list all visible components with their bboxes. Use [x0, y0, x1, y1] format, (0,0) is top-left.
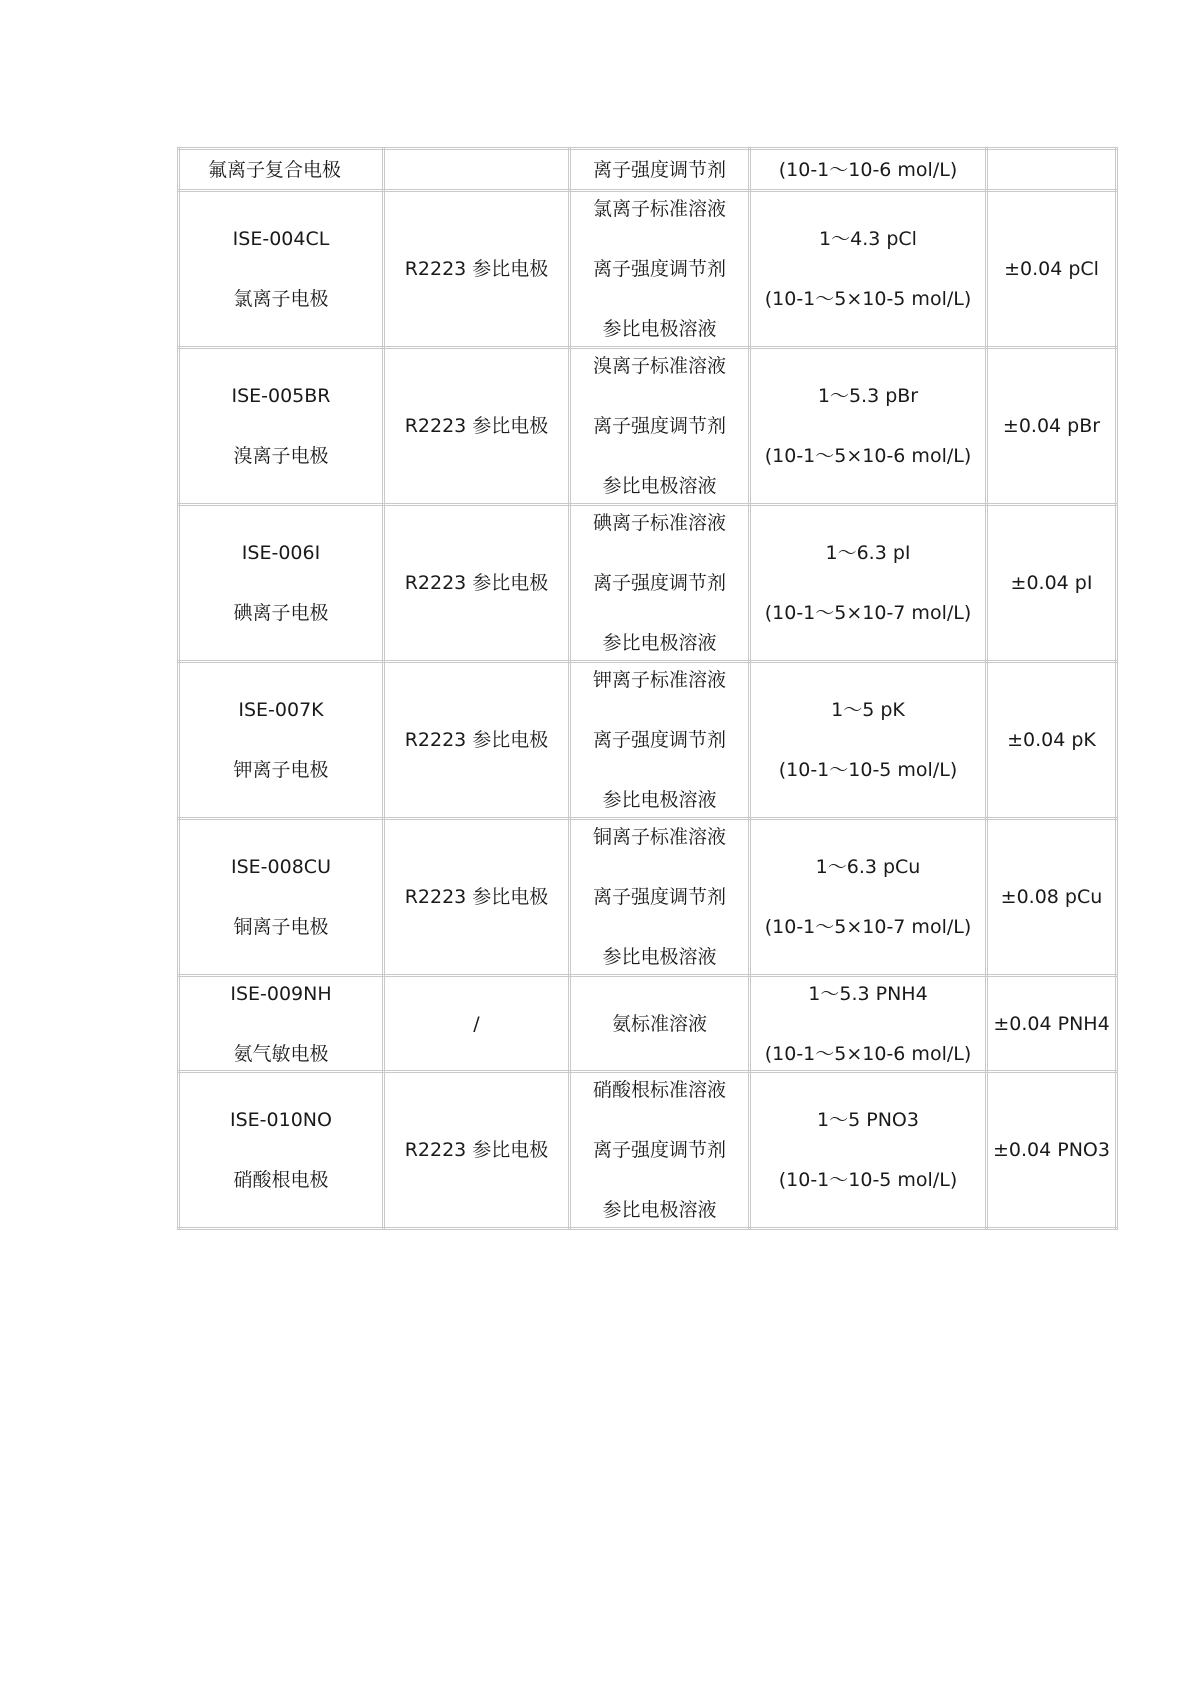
cell-text: 1～6.3 pI	[825, 542, 911, 564]
cell-text: ±0.04 pI	[1010, 572, 1093, 594]
accuracy-cell	[987, 976, 1117, 1072]
cell-text: 溴离子标准溶液	[592, 355, 726, 377]
cell-text: (10-1～10-6 mol/L)	[778, 158, 958, 181]
cell-text: ±0.04 pK	[1007, 729, 1096, 751]
model-cell	[179, 505, 384, 662]
accessory-solution-cell	[570, 976, 750, 1072]
accessory-solution-cell	[570, 149, 750, 191]
measuring-range-cell	[750, 819, 987, 976]
cell-text: 1～4.3 pCl	[819, 228, 917, 250]
cell-text: 氨标准溶液	[611, 1012, 707, 1035]
measuring-range-cell	[750, 149, 987, 191]
cell-text: ±0.04 pBr	[1002, 415, 1101, 437]
measuring-range-cell	[750, 348, 987, 505]
cell-text: ISE-004CL	[232, 228, 330, 250]
cell-text: ISE-007K	[238, 699, 324, 721]
cell-text: R2223 参比电极	[404, 886, 549, 908]
electrode-spec-table	[177, 147, 1118, 1230]
cell-text: ISE-008CU	[231, 856, 331, 878]
measuring-range-cell	[750, 976, 987, 1072]
cell-text: 参比电极溶液	[602, 318, 717, 340]
cell-text: R2223 参比电极	[404, 415, 549, 437]
accessory-solution-cell	[570, 819, 750, 976]
accessory-solution-cell	[570, 505, 750, 662]
table-row	[179, 505, 1117, 662]
cell-text: 硝酸根标准溶液	[592, 1079, 726, 1101]
cell-text: (10-1～5×10-5 mol/L)	[764, 288, 972, 310]
cell-text: 钾离子电极	[233, 759, 329, 781]
cell-text: 参比电极溶液	[602, 789, 717, 811]
cell-text: 参比电极溶液	[602, 632, 717, 654]
cell-text: 氨气敏电极	[233, 1042, 329, 1065]
measuring-range-cell	[750, 662, 987, 819]
accuracy-cell	[987, 348, 1117, 505]
table-row	[179, 149, 1117, 191]
reference-electrode-cell	[384, 348, 570, 505]
cell-text: ±0.04 PNH4	[993, 1012, 1110, 1035]
measuring-range-cell	[750, 191, 987, 348]
cell-text: 1～5 PNO3	[817, 1109, 919, 1131]
cell-text: ISE-009NH	[230, 982, 332, 1005]
accuracy-cell	[987, 662, 1117, 819]
accessory-solution-cell	[570, 662, 750, 819]
cell-text: 氯离子标准溶液	[592, 198, 726, 220]
table-row	[179, 976, 1117, 1072]
model-cell	[179, 819, 384, 976]
cell-text: 1～5.3 PNH4	[808, 982, 928, 1005]
measuring-range-cell	[750, 1072, 987, 1229]
cell-text: (10-1～5×10-6 mol/L)	[764, 445, 972, 467]
table-row	[179, 191, 1117, 348]
reference-electrode-cell	[384, 505, 570, 662]
model-cell	[179, 149, 384, 191]
cell-text: 铜离子电极	[233, 916, 329, 938]
cell-text: R2223 参比电极	[404, 572, 549, 594]
cell-text: ±0.08 pCu	[1000, 886, 1103, 908]
accessory-solution-cell	[570, 1072, 750, 1229]
cell-text: (10-1～10-5 mol/L)	[778, 1169, 958, 1191]
cell-text: 离子强度调节剂	[592, 572, 726, 594]
reference-electrode-cell	[384, 191, 570, 348]
cell-text: 氟离子复合电极	[208, 158, 342, 181]
cell-text: ISE-005BR	[231, 385, 331, 407]
cell-text: R2223 参比电极	[404, 258, 549, 280]
accuracy-cell	[987, 819, 1117, 976]
cell-text: 离子强度调节剂	[592, 158, 726, 181]
model-cell	[179, 1072, 384, 1229]
cell-text: 1～6.3 pCu	[815, 856, 921, 878]
table-row	[179, 348, 1117, 505]
cell-text: 1～5 pK	[831, 699, 905, 721]
cell-text: (10-1～5×10-7 mol/L)	[764, 602, 972, 624]
model-cell	[179, 662, 384, 819]
table-row	[179, 1072, 1117, 1229]
cell-text: ISE-010NO	[230, 1109, 332, 1131]
table-row	[179, 662, 1117, 819]
cell-text: 氯离子电极	[233, 288, 329, 310]
reference-electrode-cell	[384, 662, 570, 819]
cell-text: 铜离子标准溶液	[592, 826, 726, 848]
cell-text: 离子强度调节剂	[592, 886, 726, 908]
cell-text: 参比电极溶液	[602, 1199, 717, 1221]
cell-text: R2223 参比电极	[404, 729, 549, 751]
cell-text: (10-1～5×10-7 mol/L)	[764, 916, 972, 938]
reference-electrode-cell	[384, 1072, 570, 1229]
model-cell	[179, 191, 384, 348]
cell-text: (10-1～10-5 mol/L)	[778, 759, 958, 781]
accuracy-cell	[987, 149, 1117, 191]
cell-text: R2223 参比电极	[404, 1139, 549, 1161]
cell-text: ±0.04 pCl	[1004, 258, 1099, 280]
cell-text: 钾离子标准溶液	[592, 669, 726, 691]
cell-text: ISE-006I	[241, 542, 321, 564]
table-body	[179, 149, 1117, 1229]
cell-text: 参比电极溶液	[602, 946, 717, 968]
table-row	[179, 819, 1117, 976]
cell-text: 碘离子电极	[233, 602, 329, 624]
cell-text: 硝酸根电极	[233, 1169, 329, 1191]
cell-text: 参比电极溶液	[602, 475, 717, 497]
cell-text: 1～5.3 pBr	[817, 385, 919, 407]
cell-text: 离子强度调节剂	[592, 258, 726, 280]
accuracy-cell	[987, 505, 1117, 662]
reference-electrode-cell	[384, 149, 570, 191]
cell-text: /	[473, 1012, 480, 1035]
cell-text: (10-1～5×10-6 mol/L)	[764, 1042, 972, 1065]
accuracy-cell	[987, 1072, 1117, 1229]
model-cell	[179, 976, 384, 1072]
cell-text: ±0.04 PNO3	[993, 1139, 1110, 1161]
cell-text: 离子强度调节剂	[592, 415, 726, 437]
cell-text: 离子强度调节剂	[592, 729, 726, 751]
reference-electrode-cell	[384, 976, 570, 1072]
document-page	[177, 147, 1115, 1230]
measuring-range-cell	[750, 505, 987, 662]
accuracy-cell	[987, 191, 1117, 348]
cell-text: 溴离子电极	[233, 445, 329, 467]
accessory-solution-cell	[570, 191, 750, 348]
cell-text: 碘离子标准溶液	[592, 512, 726, 534]
accessory-solution-cell	[570, 348, 750, 505]
reference-electrode-cell	[384, 819, 570, 976]
cell-text: 离子强度调节剂	[592, 1139, 726, 1161]
model-cell	[179, 348, 384, 505]
